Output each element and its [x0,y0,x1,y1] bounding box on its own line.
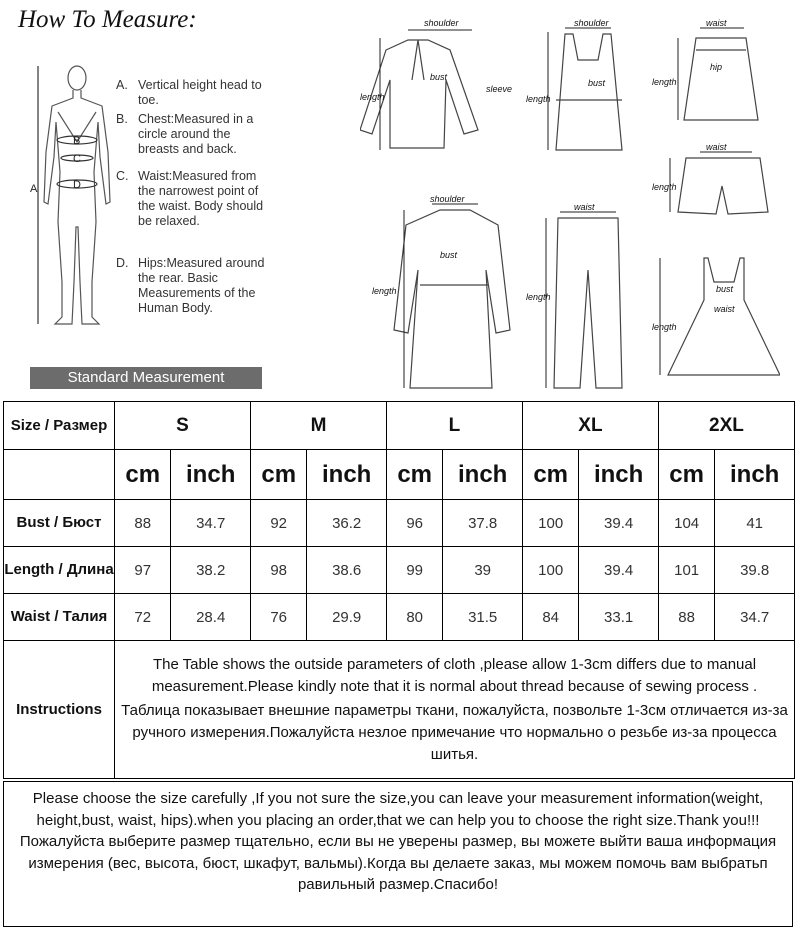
table-cell: 100 [522,547,578,594]
table-cell: 76 [250,594,306,641]
unit-inch: inch [579,450,659,500]
tank-length-label: length [526,94,551,104]
table-cell: 36.2 [307,500,387,547]
unit-inch: inch [443,450,523,500]
coat-bust-label: bust [440,250,458,260]
table-cell: 33.1 [579,594,659,641]
size-2xl: 2XL [658,402,794,450]
table-cell: 72 [115,594,171,641]
table-cell: 39.4 [579,500,659,547]
pants-waist-label: waist [574,202,595,212]
shorts-length-label: length [652,182,677,192]
row-label: Bust / Бюст [4,500,115,547]
blouse-shoulder-label: shoulder [424,18,459,28]
coat-sketch [394,210,510,388]
size-l: L [386,402,522,450]
skirt-length-label: length [652,77,677,87]
coat-shoulder-label: shoulder [430,194,465,204]
table-cell: 98 [250,547,306,594]
table-cell: 100 [522,500,578,547]
instructions-en: The Table shows the outside parameters of cloth ,please allow 1-3cm differs due to manual measurement.Please kindly note that it is normal about thread because of sewing process . [151,655,758,695]
blouse-sleeve-label: sleeve [486,84,513,94]
note-ru: Пожалуйста выберите размер тщательно, если вы не уверены размер, вы можете выйти ваша информация измерения (вес, высота, бюст, шкафут, вальмы).Когда вы делаете заказ, мы можем помочь вам выбратьп равильный размер.Спасибо! [19,833,777,893]
table-cell: 38.2 [171,547,251,594]
skirt-hip-label: hip [710,62,723,72]
table-row-waist [4,594,795,641]
row-label: Waist / Талия [4,594,115,641]
size-header-cell: Size / Размер [4,402,115,450]
page-title: How To Measure: [18,6,197,33]
size-header-row [4,402,795,450]
instructions-row [4,641,795,779]
table-cell: 34.7 [715,594,795,641]
pants-length-label: length [526,292,551,302]
table-cell: 39.8 [715,547,795,594]
size-s: S [115,402,251,450]
blouse-bust-label: bust [430,72,448,82]
dress-bust-label: bust [716,284,734,294]
dress-sketch [668,258,780,375]
table-cell: 96 [386,500,442,547]
unit-cm: cm [658,450,714,500]
table-row-bust [4,500,795,547]
definition-a: A. Vertical height head to toe. [116,78,262,107]
dress-length-label: length [652,322,677,332]
tank-top-sketch [556,34,622,150]
size-xl: XL [522,402,658,450]
size-advice-note [3,781,793,927]
definition-b: B. Chest:Measured in a circle around the breasts and back. [116,112,254,156]
table-cell: 37.8 [443,500,523,547]
size-m: M [250,402,386,450]
unit-inch: inch [715,450,795,500]
shorts-sketch [678,158,768,214]
size-table [3,401,795,779]
unit-cm: cm [115,450,171,500]
table-cell: 34.7 [171,500,251,547]
definition-d: D. Hips:Measured around the rear. Basic Measurements of the Human Body. [116,256,265,315]
instructions-label: Instructions [4,641,115,779]
table-cell: 41 [715,500,795,547]
table-cell: 38.6 [307,547,387,594]
instructions-ru: Таблица показывает внешние параметры ткани, пожалуйста, позвольте 1-3см отличается из-за ручного измерения.Пожалуйста незлое примечание что нормально о резьбе из-за процесса шитья. [121,701,788,763]
unit-cm: cm [250,450,306,500]
garment-illustrations [360,10,780,395]
label-d: D [73,179,81,191]
unit-inch: inch [171,450,251,500]
standard-measurement-label: Standard Measurement [30,367,262,389]
label-b: B [73,135,81,147]
definition-c: C. Waist:Measured from the narrowest point of the waist. Body should be relaxed. [116,169,264,228]
table-cell: 39.4 [579,547,659,594]
table-cell: 88 [658,594,714,641]
table-cell: 88 [115,500,171,547]
table-cell: 39 [443,547,523,594]
unit-cm: cm [522,450,578,500]
table-cell: 99 [386,547,442,594]
row-label: Length / Длина [4,547,115,594]
blouse-length-label: length [360,92,385,102]
unit-row [4,450,795,500]
note-en: Please choose the size carefully ,If you not sure the size,you can leave your measurement information(weight, height,bust, waist, hips).when you placing an order,that we can help you to choose the right size.Thank you!!! [32,790,764,829]
table-cell: 101 [658,547,714,594]
label-c: C [73,153,81,165]
instructions-text [115,641,795,779]
table-cell: 92 [250,500,306,547]
dress-waist-label: waist [714,304,735,314]
table-cell: 80 [386,594,442,641]
unit-cm: cm [386,450,442,500]
table-cell: 84 [522,594,578,641]
table-cell: 28.4 [171,594,251,641]
tank-bust-label: bust [588,78,606,88]
unit-inch: inch [307,450,387,500]
tank-shoulder-label: shoulder [574,18,609,28]
pants-sketch [554,218,622,388]
table-cell: 97 [115,547,171,594]
table-cell: 104 [658,500,714,547]
table-cell: 29.9 [307,594,387,641]
body-figure-illustration [30,62,125,337]
skirt-waist-label: waist [706,18,727,28]
coat-length-label: length [372,286,397,296]
table-cell: 31.5 [443,594,523,641]
table-row-length [4,547,795,594]
shorts-waist-label: waist [706,142,727,152]
label-a: A [30,183,38,195]
